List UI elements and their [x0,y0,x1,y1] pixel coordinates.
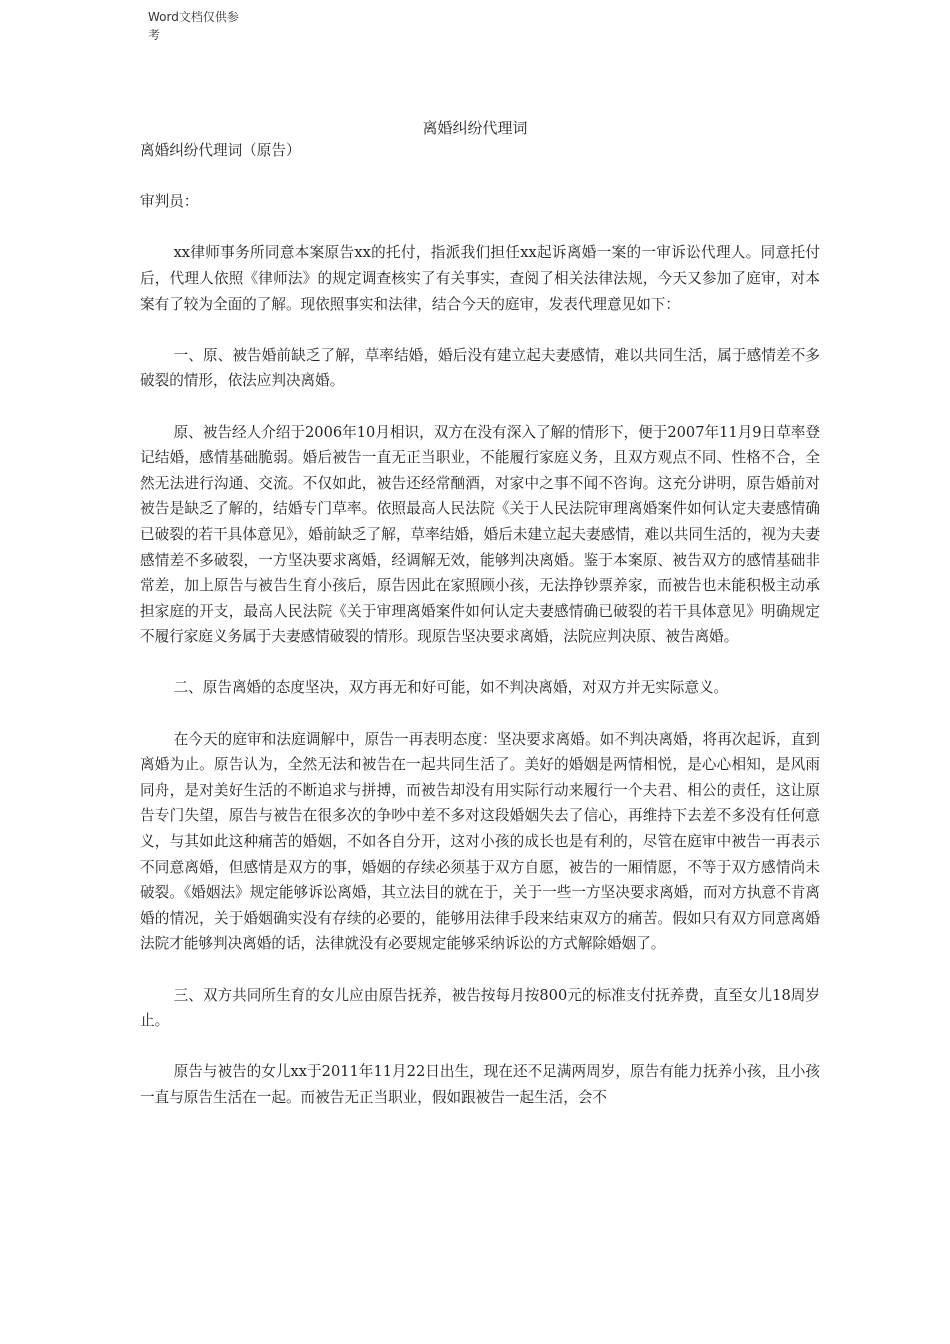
paragraph-point-2-body: 在今天的庭审和法庭调解中，原告一再表明态度：坚决要求离婚。如不判决离婚，将再次起诉，直到离婚为止。原告认为，全然无法和被告在一起共同生活了。美好的婚姻是两情相悦，是心心相知，是风雨同舟，是对美好生活的不断追求与拼搏，而被告却没有用实际行动来履行一个夫君、相公的责任，这让原告专门失望，原告与被告在很多次的争吵中差不多对这段婚姻失去了信心，再维持下去差不多没有任何意义，与其如此这种痛苦的婚姻，不如各自分开，这对小孩的成长也是有利的，尽管在庭审中被告一再表示不同意离婚，但感情是双方的事，婚姻的存续必须基于双方自愿，被告的一厢情愿，不等于双方感情尚未破裂。《婚姻法》规定能够诉讼离婚，其立法目的就在于，关于一些一方坚决要求离婚，而对方执意不肯离婚的情况，关于婚姻确实没有存续的必要的，能够用法律手段来结束双方的痛苦。假如只有双方同意离婚法院才能够判决离婚的话，法律就没有必要规定能够采纳诉讼的方式解除婚姻了。 [140,730,820,953]
document-subtitle: 离婚纠纷代理词（原告） [140,142,301,159]
paragraph-point-1-body: 原、被告经人介绍于2006年10月相识，双方在没有深入了解的情形下，便于2007年11月9日草率登记结婚，感情基础脆弱。婚后被告一直无正当职业，不能履行家庭义务，且双方观点不同、性格不合，全然无法进行沟通、交流。不仅如此，被告还经常酗酒，对家中之事不闻不咨询。这充分讲明，原告婚前对被告是缺乏了解的，结婚专门草率。依照最高人民法院《关于人民法院审理离婚案件如何认定夫妻感情确已破裂的若干具体意见》，婚前缺乏了解，草率结婚，婚后未建立起夫妻感情，难以共同生活的，视为夫妻感情差不多破裂，一方坚决要求离婚，经调解无效，能够判决离婚。鉴于本案原、被告双方的感情基础非常差，加上原告与被告生育小孩后，原告因此在家照顾小孩，无法挣钞票养家，而被告也未能积极主动承担家庭的开支，最高人民法院《关于审理离婚案件如何认定夫妻感情确已破裂的若干具体意见》明确规定不履行家庭义务属于夫妻感情破裂的情形。现原告坚决要求离婚，法院应判决原、被告离婚。 [140,423,820,646]
document-body [140,138,820,1136]
paragraph-intro: xx律师事务所同意本案原告xx的托付，指派我们担任xx起诉离婚一案的一审诉讼代理人。同意托付后，代理人依照《律师法》的规定调查核实了有关事实，查阅了相关法律法规，今天又参加了庭审，对本案有了较为全面的了解。现依照事实和法律，结合今天的庭审，发表代理意见如下： [140,244,820,313]
addressee: 审判员： [140,193,199,211]
paragraph-point-2-heading: 二、原告离婚的态度坚决，双方再无和好可能，如不判决离婚，对双方并无实际意义。 [173,679,729,697]
paragraph-point-1-heading: 一、原、被告婚前缺乏了解，草率结婚，婚后没有建立起夫妻感情，难以共同生活，属于感情差不多破裂的情形，依法应判决离婚。 [140,346,820,390]
document-title: 离婚纠纷代理词 [422,119,528,137]
header-watermark: Word文档仅供参考 [148,10,239,42]
paragraph-point-3-heading: 三、双方共同所生育的女儿应由原告抚养，被告按每月按800元的标准支付抚养费，直至女儿18周岁止。 [140,986,820,1030]
paragraph-point-3-body: 原告与被告的女儿xx于2011年11月22日出生，现在还不足满两周岁，原告有能力抚养小孩，且小孩一直与原告生活在一起。而被告无正当职业，假如跟被告一起生活，会不 [140,1063,820,1106]
